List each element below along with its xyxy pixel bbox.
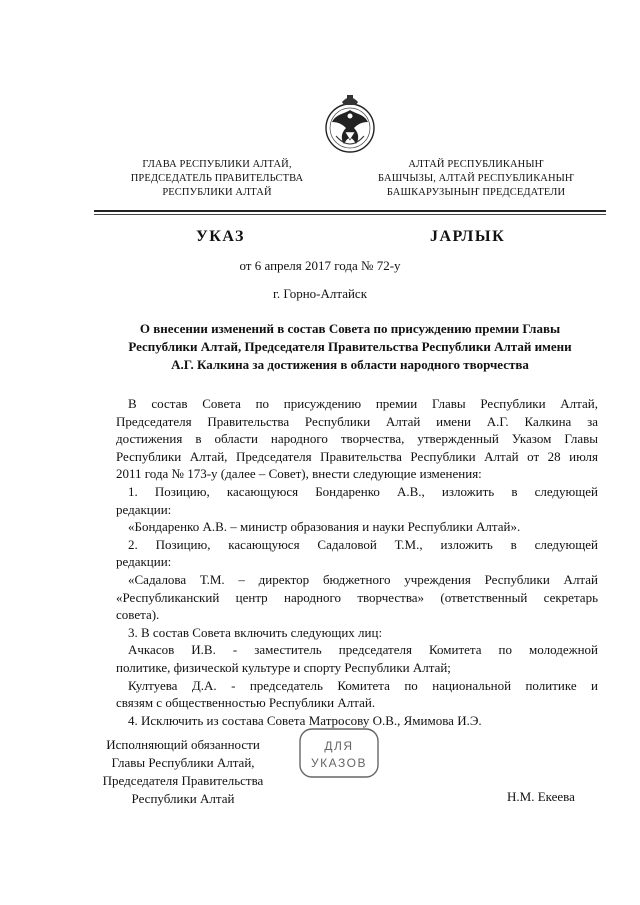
heading-line-1: О внесении изменений в состав Совета по присуждению премии Главы — [139, 321, 561, 336]
body-line: редакции: — [116, 501, 172, 517]
body-line: совета). — [116, 607, 160, 623]
body-line: 4. Исключить из состава Совета Матросову О.В., Ямимова И.Э. — [128, 712, 482, 728]
stamp-for-decrees — [298, 727, 380, 779]
header-left-title — [108, 158, 326, 200]
stamp-line-2: УКАЗОВ — [311, 756, 367, 770]
body-line: политике, физической культуре и спорту Республики Алтай; — [116, 659, 451, 675]
body-line: Председателя Правительства Республики Алтай имени А.Г. Калкина за — [116, 413, 598, 429]
signatory-name: Н.М. Екеева — [507, 789, 575, 804]
signatory-title-line-2: Главы Республики Алтай, — [111, 755, 255, 770]
header-left-line-3: РЕСПУБЛИКИ АЛТАЙ — [162, 187, 272, 198]
body-line: «Республиканский центр народного творчества» (ответственный секретарь — [116, 589, 598, 605]
body-line: Республики Алтай, Председателя Правительства Республики Алтай от 28 июля — [116, 448, 598, 464]
signatory-title-line-4: Республики Алтай — [131, 791, 235, 806]
header-left-line-2: ПРЕДСЕДАТЕЛЬ ПРАВИТЕЛЬСТВА — [130, 173, 304, 184]
body-line: 3. В состав Совета включить следующих лиц: — [128, 624, 383, 640]
decree-heading — [100, 320, 600, 374]
body-line: связям с общественностью Республики Алтай. — [116, 695, 376, 711]
signatory-title — [88, 736, 278, 808]
heading-line-2: Республики Алтай, Председателя Правительства Республики Алтай имени — [128, 339, 572, 354]
header-divider-thin — [94, 214, 606, 215]
body-line: редакции: — [116, 554, 172, 570]
coat-of-arms-emblem — [322, 92, 378, 156]
header-right-title — [364, 158, 588, 200]
decree-dateline: от 6 апреля 2017 года № 72-у — [239, 258, 401, 273]
header-right-line-3: БАШКАРУЗЫНЫҤ ПРЕДСЕДАТЕЛИ — [386, 187, 566, 198]
body-line: Ачкасов И.В. - заместитель председателя Комитета по молодежной — [128, 642, 598, 658]
signatory-title-line-3: Председателя Правительства — [102, 773, 264, 788]
heading-line-3: А.Г. Калкина за достижения в области народного творчества — [171, 357, 529, 372]
decree-title-altai: JАРЛЫК — [430, 228, 506, 245]
body-line: «Садалова Т.М. – директор бюджетного учреждения Республики Алтай — [128, 571, 598, 587]
header-divider-thick — [94, 210, 606, 212]
decree-place: г. Горно-Алтайск — [272, 286, 368, 301]
body-line: 1. Позицию, касающуюся Бондаренко А.В., изложить в следующей — [128, 483, 598, 499]
signatory-title-line-1: Исполняющий обязанности — [106, 737, 260, 752]
body-line: 2011 года № 173-у (далее – Совет), внести следующие изменения: — [116, 466, 482, 482]
body-line: 2. Позицию, касающуюся Садаловой Т.М., изложить в следующей — [128, 536, 598, 552]
body-line: «Бондаренко А.В. – министр образования и науки Республики Алтай». — [128, 519, 521, 535]
header-right-line-2: БАШЧЫЗЫ, АЛТАЙ РЕСПУБЛИКАНЫҤ — [378, 173, 574, 184]
decree-body — [116, 395, 598, 729]
decree-title-russian: УКАЗ — [196, 228, 245, 245]
body-line: В состав Совета по присуждению премии Главы Республики Алтай, — [128, 396, 598, 411]
body-line: достижения в области народного творчества, утвержденный Указом Главы — [116, 431, 598, 447]
header-right-line-1: АЛТАЙ РЕСПУБЛИКАНЫҤ — [408, 159, 544, 170]
body-line: Култуева Д.А. - председатель Комитета по национальной политике и — [128, 677, 598, 693]
stamp-line-1: ДЛЯ — [324, 739, 354, 753]
header-left-line-1: ГЛАВА РЕСПУБЛИКИ АЛТАЙ, — [142, 159, 292, 170]
